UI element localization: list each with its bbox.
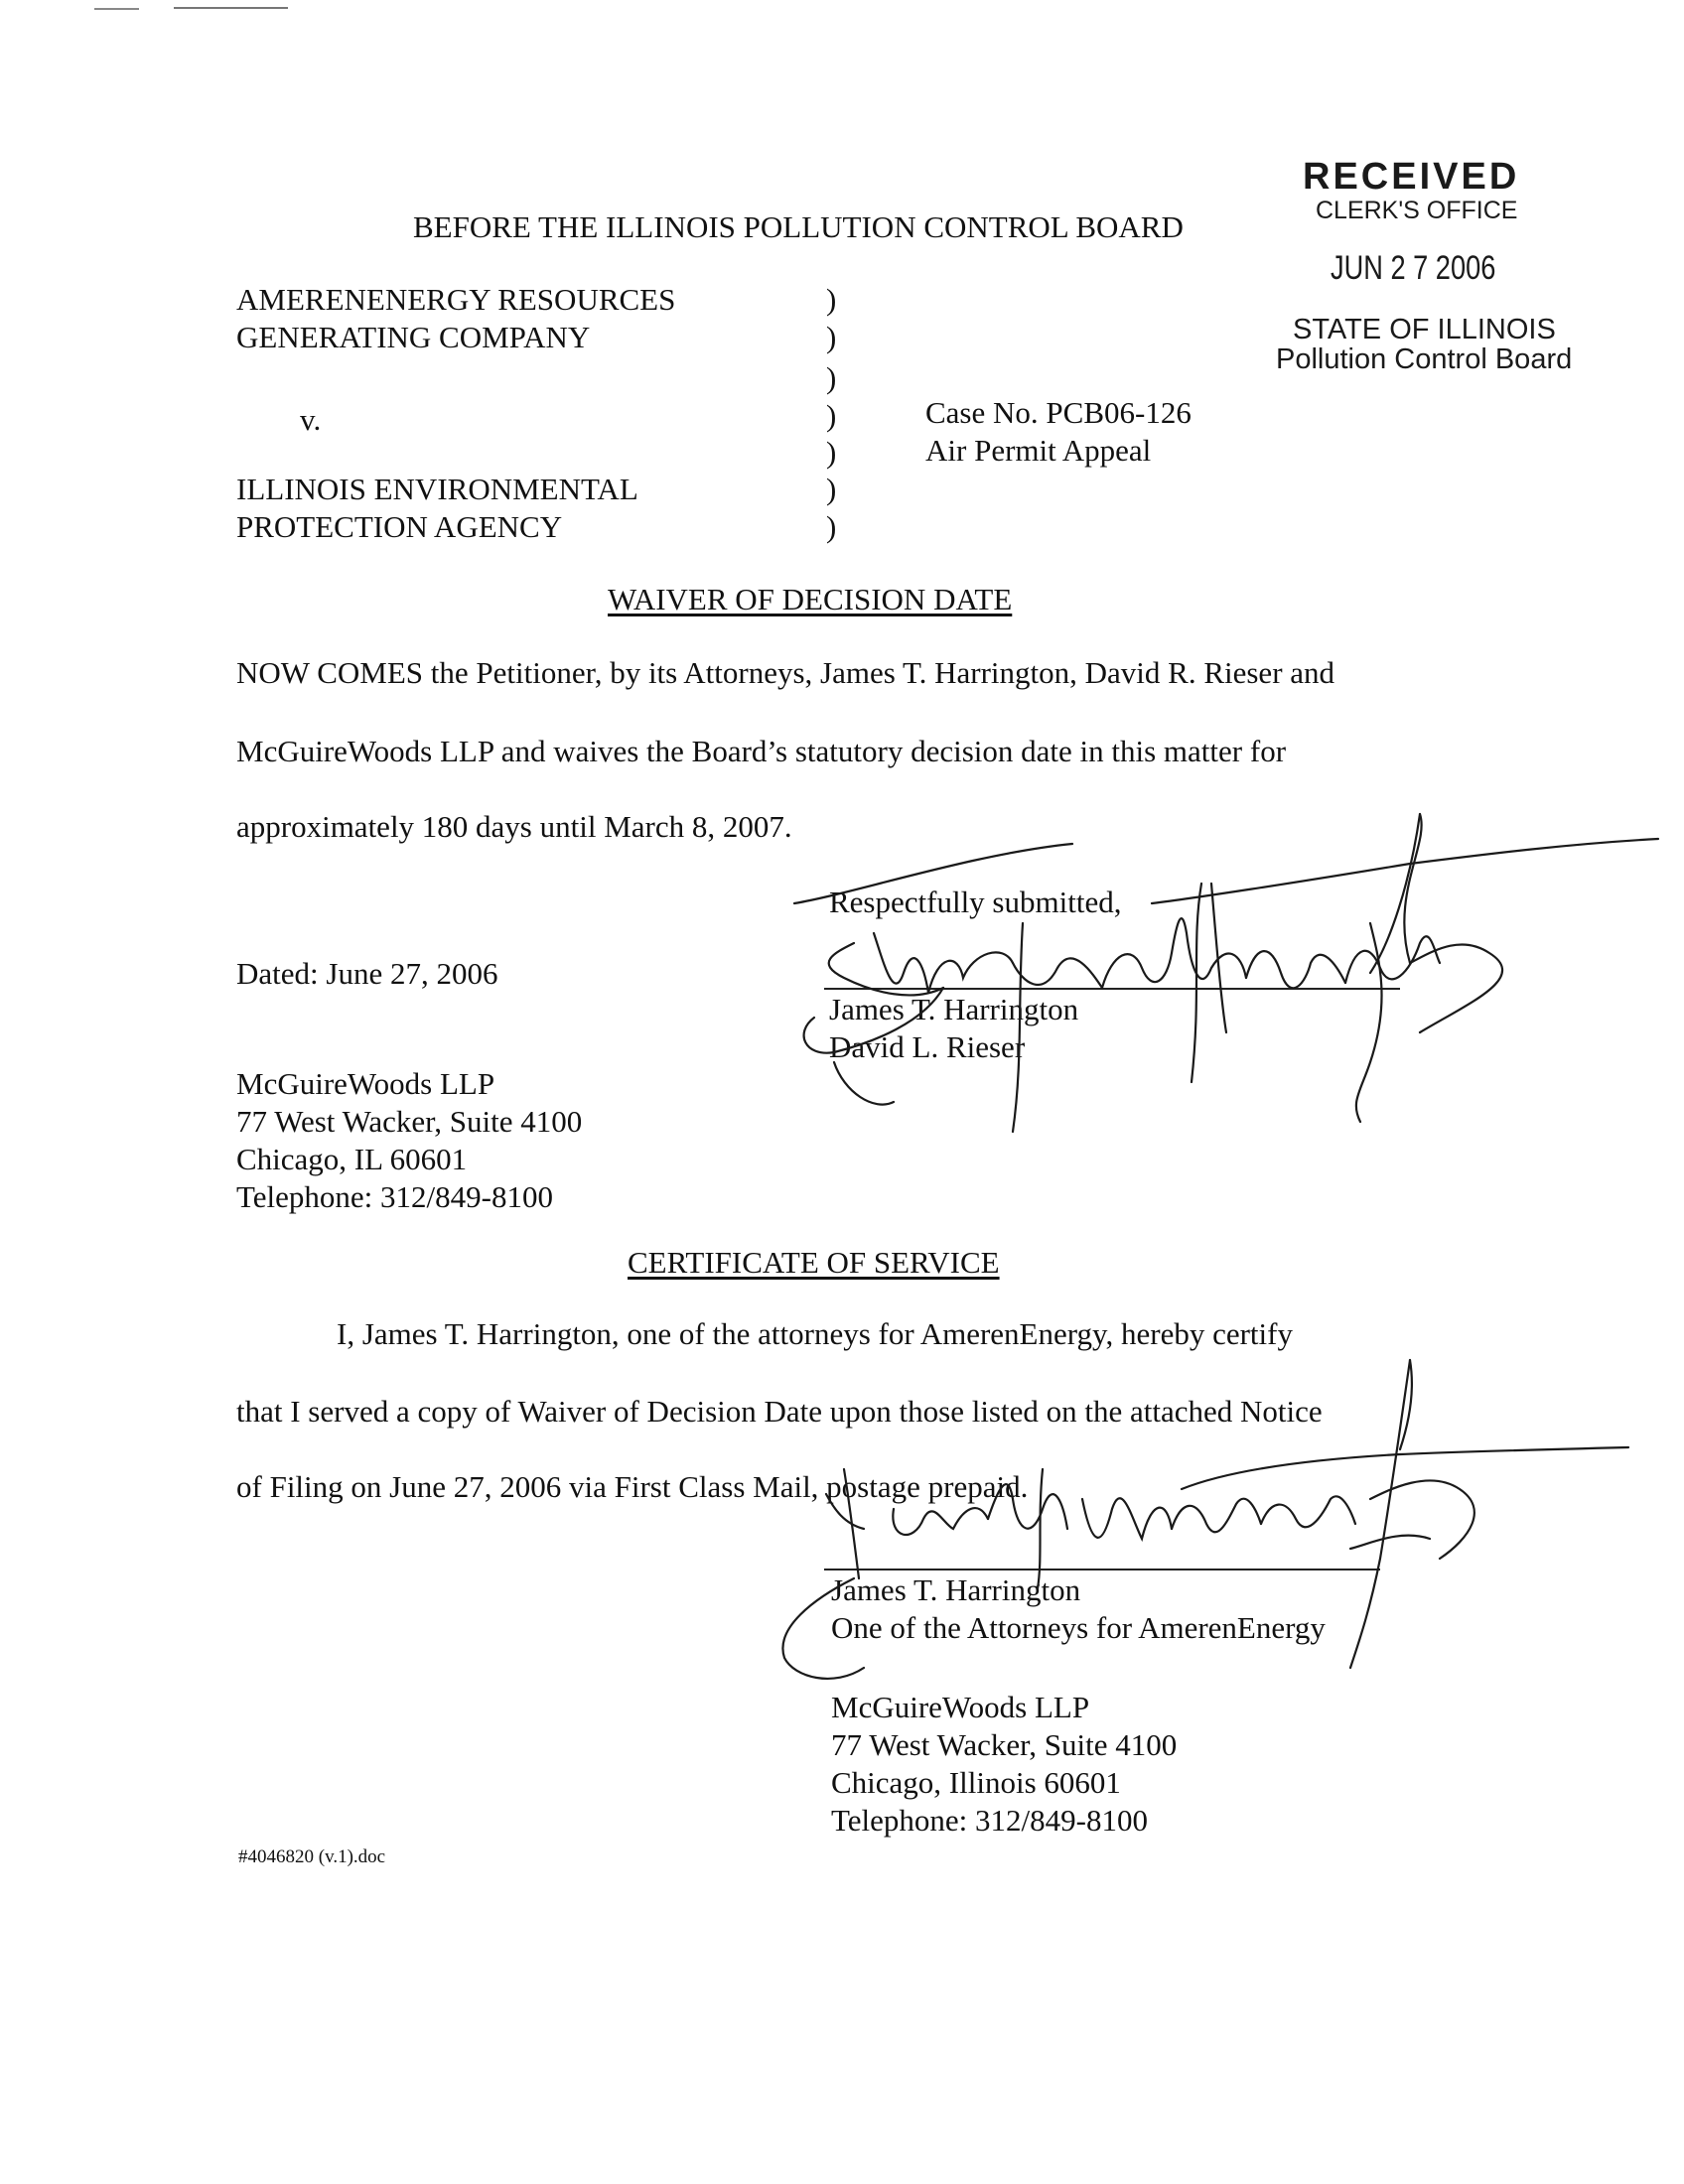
certificate-signer-role: One of the Attorneys for AmerenEnergy bbox=[831, 1610, 1326, 1645]
waiver-title: WAIVER OF DECISION DATE bbox=[608, 582, 1013, 616]
firm-city: Chicago, IL 60601 bbox=[236, 1142, 468, 1176]
waiver-body-line3: approximately 180 days until March 8, 2007. bbox=[236, 809, 792, 844]
certificate-body-line3: of Filing on June 27, 2006 via First Class Mail, postage prepaid. bbox=[236, 1469, 1029, 1504]
paren: ) bbox=[826, 472, 837, 506]
petitioner-line1: AMERENENERGY RESOURCES bbox=[236, 282, 676, 317]
paren: ) bbox=[826, 509, 837, 544]
certificate-body-line1: I, James T. Harrington, one of the attorneys for AmerenEnergy, hereby certify bbox=[337, 1316, 1293, 1351]
paren: ) bbox=[826, 435, 837, 470]
case-type: Air Permit Appeal bbox=[925, 433, 1152, 468]
waiver-body-line1: NOW COMES the Petitioner, by its Attorneys, James T. Harrington, David R. Rieser and bbox=[236, 655, 1335, 690]
stamp-received: RECEIVED bbox=[1303, 156, 1520, 198]
paren: ) bbox=[826, 282, 837, 317]
respondent-line2: PROTECTION AGENCY bbox=[236, 509, 563, 544]
stamp-date: JUN 2 7 2006 bbox=[1331, 249, 1496, 287]
paren: ) bbox=[826, 398, 837, 433]
certificate-body-line2: that I served a copy of Waiver of Decision Date upon those listed on the attached Notice bbox=[236, 1394, 1323, 1429]
petitioner-line2: GENERATING COMPANY bbox=[236, 320, 591, 354]
handwritten-signature bbox=[755, 1350, 1684, 1707]
paren: ) bbox=[826, 360, 837, 395]
firm-address: 77 West Wacker, Suite 4100 bbox=[831, 1727, 1178, 1762]
firm-name: McGuireWoods LLP bbox=[236, 1066, 495, 1101]
firm-phone: Telephone: 312/849-8100 bbox=[831, 1803, 1148, 1838]
firm-city: Chicago, Illinois 60601 bbox=[831, 1765, 1121, 1800]
scan-artifact-line bbox=[94, 8, 139, 10]
paren: ) bbox=[826, 320, 837, 354]
firm-address: 77 West Wacker, Suite 4100 bbox=[236, 1104, 583, 1139]
firm-name: McGuireWoods LLP bbox=[831, 1690, 1090, 1724]
handwritten-signature bbox=[774, 804, 1668, 1152]
respondent-line1: ILLINOIS ENVIRONMENTAL bbox=[236, 472, 638, 506]
stamp-board: Pollution Control Board bbox=[1276, 343, 1573, 375]
dated-line: Dated: June 27, 2006 bbox=[236, 956, 498, 991]
document-id: #4046820 (v.1).doc bbox=[238, 1846, 386, 1867]
certificate-signer: James T. Harrington bbox=[831, 1572, 1081, 1607]
firm-phone: Telephone: 312/849-8100 bbox=[236, 1179, 553, 1214]
closing-line: Respectfully submitted, bbox=[829, 885, 1122, 919]
case-number: Case No. PCB06-126 bbox=[925, 395, 1192, 430]
stamp-office: CLERK'S OFFICE bbox=[1316, 197, 1518, 224]
scan-artifact-line bbox=[174, 7, 288, 9]
stamp-state: STATE OF ILLINOIS bbox=[1293, 314, 1556, 345]
versus-label: v. bbox=[300, 402, 322, 437]
signer-name-2: David L. Rieser bbox=[829, 1029, 1026, 1064]
signer-name-1: James T. Harrington bbox=[829, 992, 1079, 1026]
certificate-title: CERTIFICATE OF SERVICE bbox=[628, 1245, 1000, 1280]
waiver-body-line2: McGuireWoods LLP and waives the Board’s statutory decision date in this matter for bbox=[236, 734, 1287, 768]
court-heading: BEFORE THE ILLINOIS POLLUTION CONTROL BOARD bbox=[413, 209, 1184, 244]
